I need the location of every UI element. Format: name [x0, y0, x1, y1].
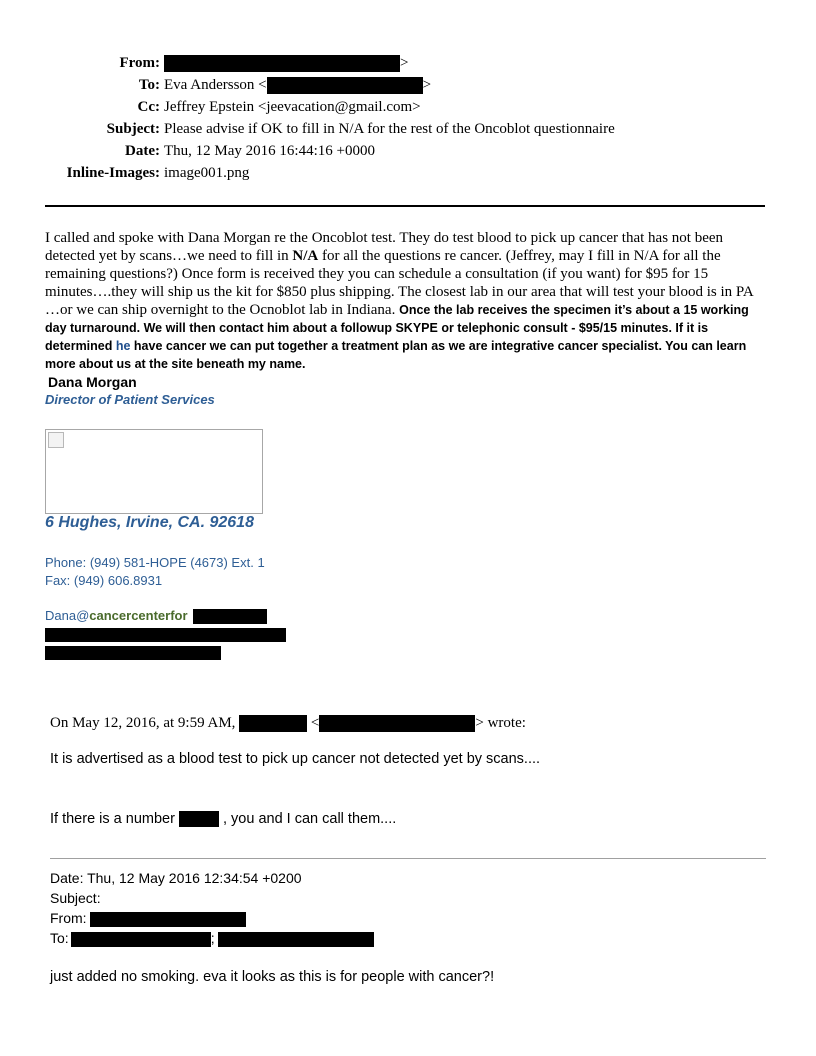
redaction — [239, 715, 307, 732]
date-value: Thu, 12 May 2016 16:44:16 +0000 — [164, 143, 375, 159]
signature-name: Dana Morgan — [48, 374, 137, 390]
quoted-date: Date: Thu, 12 May 2016 12:34:54 +0200 — [50, 870, 302, 886]
signature-title: Director of Patient Services — [45, 392, 215, 407]
from-value: > — [164, 52, 408, 74]
subject-label: Subject: — [106, 121, 160, 137]
quoted-line-1: It is advertised as a blood test to pick up cancer not detected yet by scans.... — [50, 751, 541, 767]
signature-email: Dana@cancercenterfor — [45, 608, 267, 624]
header-divider — [45, 205, 765, 207]
to-label: To: — [138, 77, 160, 93]
redaction — [164, 55, 400, 72]
subject-value: Please advise if OK to fill in N/A for the rest of the Oncoblot questionnaire — [164, 121, 615, 137]
signature-fax: Fax: (949) 606.8931 — [45, 573, 163, 588]
to-value: Eva Andersson < > — [164, 77, 432, 93]
quoted-from: From: — [50, 910, 246, 927]
message-body: I called and spoke with Dana Morgan re the Oncoblot test. They do test blood to pick up cancer that has not been detected yet by scans…we need to fill in N/A for all the questions re cancer. (Jeffrey, may I fill in N/A for all the remaining questions?) Once form is received they you can schedule a consultation (if you want) for $95 for 15 minutes….they will ship us the kit for $850 plus shipping. The closest lab in our area that will test your blood is in PA …or we can ship overnight to the Ocnoblot lab in Indiana. Once the lab receives the specimen it’s about a 15 working day turnaround. We will then contact him about a followup SKYPE or telephonic consult - $95/15 minutes. If it is determined he have cancer we can put together a treatment plan as we are integrative cancer specialist. You can learn more about us at the site beneath my name. — [45, 230, 753, 371]
broken-image-icon — [48, 432, 64, 448]
cc-value: Jeffrey Epstein <jeevacation@gmail.com> — [164, 99, 421, 115]
redaction — [90, 912, 246, 927]
email-header — [0, 52, 816, 192]
date-label: Date: — [125, 143, 160, 159]
quoted-line-2: If there is a number , you and I can call them.... — [50, 811, 397, 827]
redaction — [71, 932, 211, 947]
quoted-to: To: ; — [50, 930, 374, 947]
quoted-attribution: On May 12, 2016, at 9:59 AM, < > wrote: — [50, 715, 526, 731]
redaction — [179, 811, 219, 827]
from-label: From: — [119, 55, 160, 71]
cc-label: Cc: — [137, 99, 160, 115]
redaction — [193, 609, 267, 624]
signature-address: 6 Hughes, Irvine, CA. 92618 — [45, 514, 254, 531]
inline-images-label: Inline-Images: — [66, 165, 160, 181]
redaction — [319, 715, 475, 732]
signature-image — [45, 429, 263, 514]
redaction — [267, 77, 423, 94]
quoted-last-line: just added no smoking. eva it looks as this is for people with cancer?! — [50, 969, 495, 985]
inline-images-value: image001.png — [164, 165, 250, 181]
quote-divider — [50, 858, 766, 859]
redaction — [45, 628, 286, 642]
signature-phone: Phone: (949) 581-HOPE (4673) Ext. 1 — [45, 555, 265, 570]
quoted-subject: Subject: — [50, 890, 101, 906]
redaction — [218, 932, 374, 947]
redaction — [45, 646, 221, 660]
